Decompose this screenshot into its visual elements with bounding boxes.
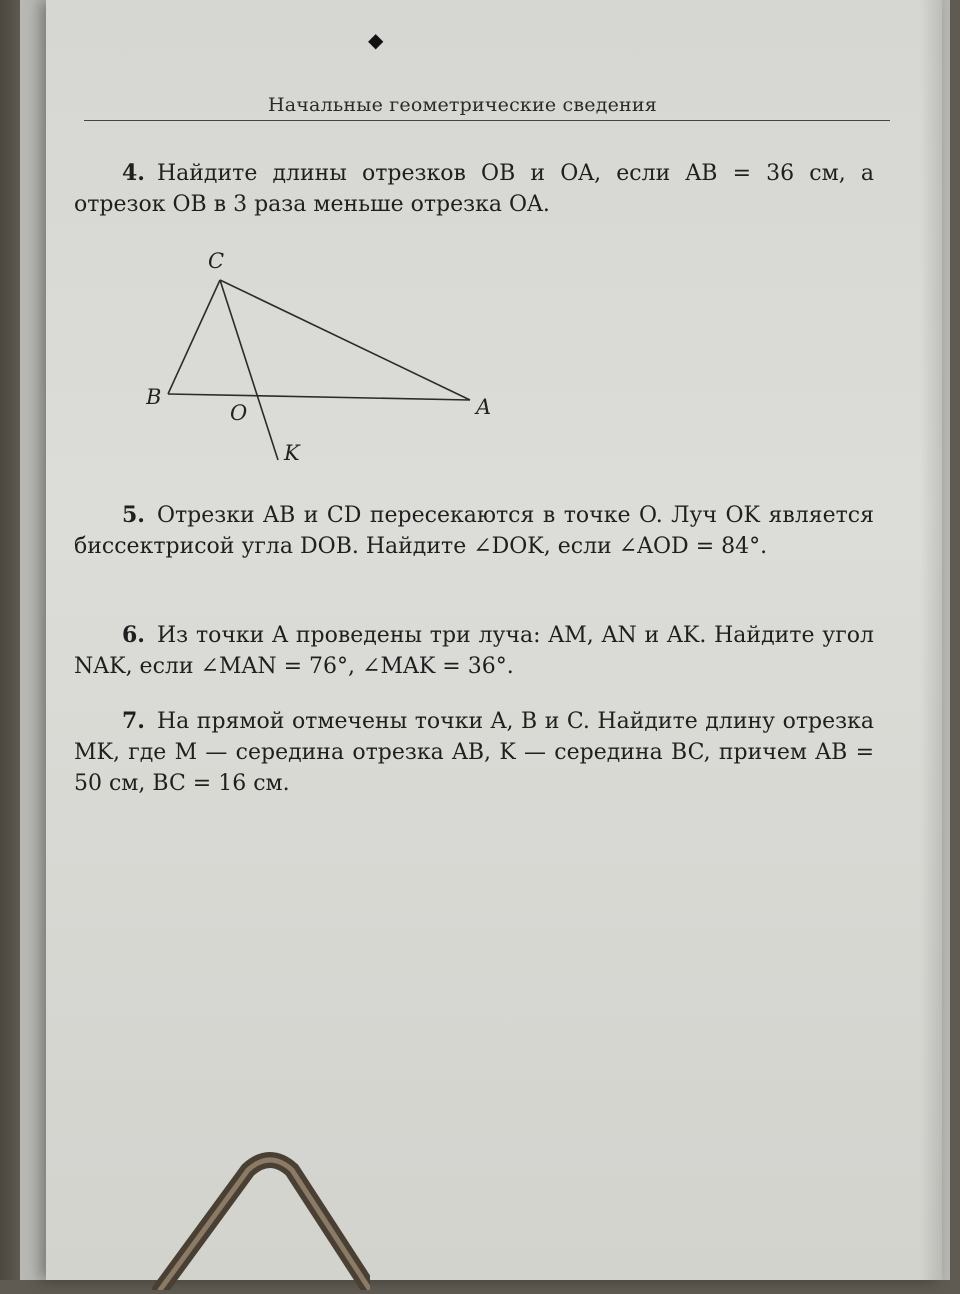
page-edge-shadow [920,0,942,1280]
problem-text: Отрезки AB и CD пересекаются в точке O. Луч OK является биссектрисой угла DOB. Найдите ∠DOK, если ∠AOD = 84°. [74,503,874,559]
problem-text: На прямой отмечены точки A, B и C. Найдите длину отрезка MK, где M — середина отрезка AB, K — середина BC, причем AB = 50 см, BC = 16 см. [74,709,874,796]
problem-text: Из точки A проведены три луча: AM, AN и AK. Найдите угол NAK, если ∠MAN = 76°, ∠MAK = 36°. [74,623,874,679]
problem-text: Найдите длины отрезков OB и OA, если AB = 36 см, а отрезок OB в 3 раза меньше отрезка OA. [74,161,874,217]
problem-number: 5. [122,502,145,528]
header-rule [84,120,890,121]
binder-clip [120,1150,370,1290]
ray-CK [220,280,278,460]
problem-7 [74,706,874,799]
problem-number: 4. [122,160,145,186]
running-header: Начальные геометрические сведения [268,94,657,116]
problem-5 [74,500,874,562]
problem-number: 6. [122,622,145,648]
label-A: A [476,395,492,419]
label-C: C [208,249,225,273]
triangle-figure [146,238,506,478]
label-O: O [230,401,248,425]
triangle-diagram [146,238,506,478]
label-K: K [284,441,300,465]
binder-clip-shape [120,1150,370,1290]
problem-number: 7. [122,708,145,734]
segment-CA [220,280,470,400]
label-B: B [146,385,162,409]
book-page [46,0,942,1280]
ink-mark: ◆ [368,28,384,52]
problem-6 [74,620,874,682]
segment-CB [168,280,220,394]
problem-4 [74,158,874,220]
segment-BA [168,394,470,400]
